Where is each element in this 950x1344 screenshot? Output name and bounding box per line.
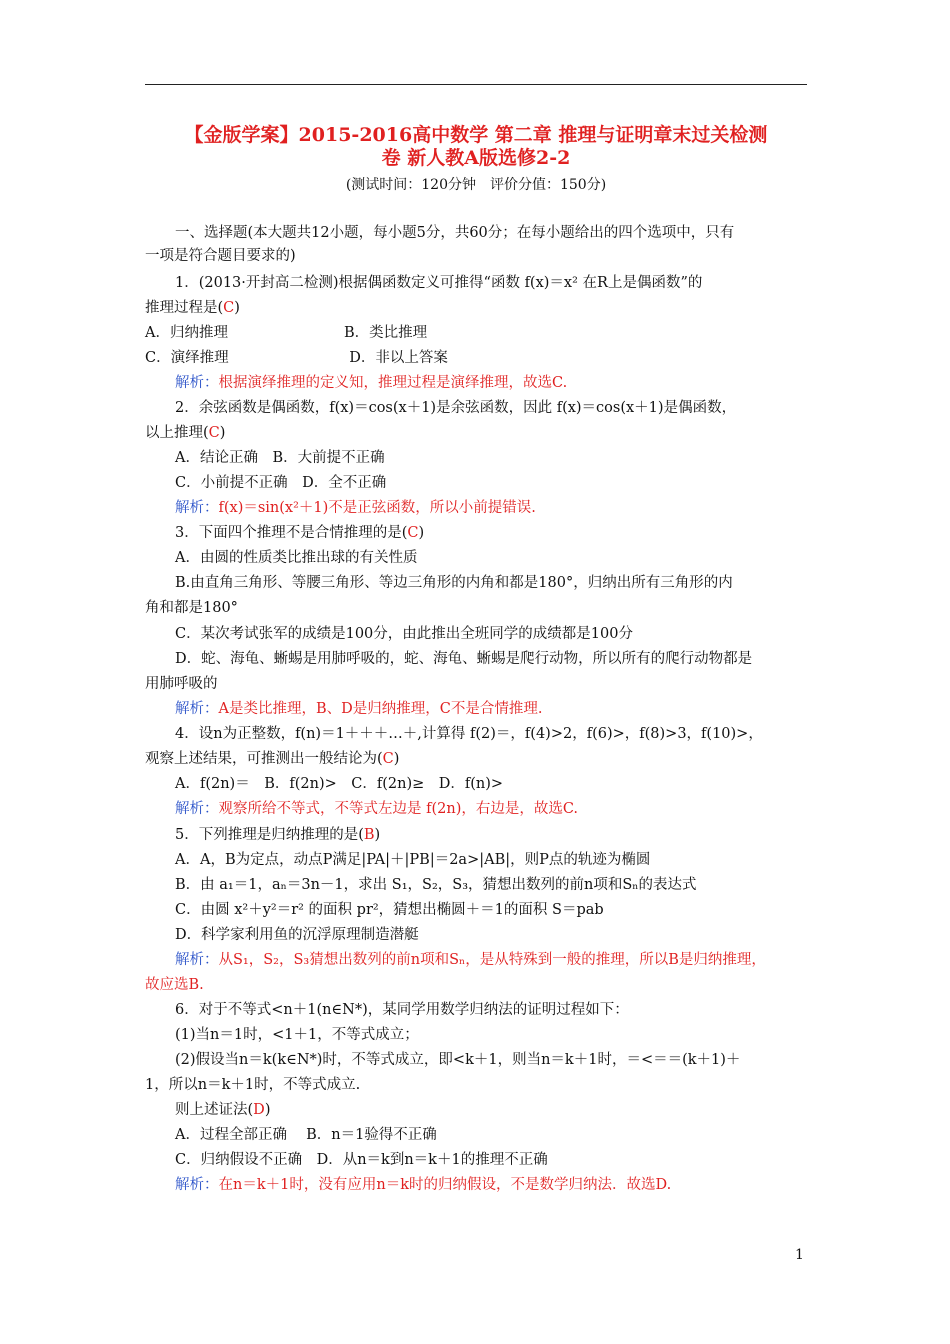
line-text: A．结论正确 B．大前提不正确 bbox=[175, 450, 385, 466]
text-line bbox=[145, 348, 810, 368]
text-line bbox=[145, 498, 810, 518]
text-line bbox=[145, 1125, 810, 1145]
text-line bbox=[145, 749, 810, 769]
line-text: 2．余弦函数是偶函数，f(x)＝cos(x＋1)是余弦函数，因此 f(x)＝cos(x＋1)是偶函数， bbox=[175, 400, 737, 416]
solution-text: 故应选B. bbox=[145, 977, 204, 993]
text-line bbox=[145, 925, 810, 945]
line-text: 4．设n为正整数，f(n)＝1＋＋＋…＋,计算得 f(2)＝，f(4)>2，f(6)>，f(8)>3，f(10)>， bbox=[175, 726, 763, 742]
text-line bbox=[145, 548, 810, 568]
line-text: 观察上述结果，可推测出一般结论为( bbox=[145, 751, 383, 767]
line-text: ) bbox=[264, 1102, 271, 1118]
line-text: 一、选择题(本大题共12小题，每小题5分，共60分；在每小题给出的四个选项中，只有 bbox=[175, 225, 735, 241]
line-text: (2)假设当n＝k(k∈N*)时，不等式成立，即<k＋1，则当n＝k＋1时，＝<＝＝(k＋1)＋ bbox=[175, 1052, 741, 1068]
line-text: 5．下列推理是归纳推理的是( bbox=[175, 827, 364, 843]
text-line bbox=[145, 398, 810, 418]
test-info: (测试时间：120分钟 评价分值：150分) bbox=[345, 177, 607, 193]
solution-text: 观察所给不等式，不等式左边是 f(2n)，右边是，故选C. bbox=[218, 801, 579, 817]
text-line bbox=[145, 850, 810, 870]
line-text: (1)当n＝1时，<1＋1，不等式成立； bbox=[175, 1027, 419, 1043]
text-line bbox=[145, 875, 810, 895]
line-text: 1，所以n＝k＋1时，不等式成立. bbox=[145, 1077, 361, 1093]
page-title: 【金版学案】2015-2016高中数学 第二章 推理与证明章末过关检测 bbox=[184, 124, 768, 146]
text-line bbox=[145, 774, 810, 794]
text-line bbox=[145, 799, 810, 819]
line-text: 3．下面四个推理不是合情推理的是( bbox=[175, 525, 408, 541]
header-rule bbox=[145, 84, 807, 85]
line-text: ) bbox=[393, 751, 400, 767]
line-text: C．归纳假设不正确 D．从n＝k到n＝k＋1的推理不正确 bbox=[175, 1152, 548, 1168]
text-line bbox=[145, 598, 810, 618]
line-text: 用肺呼吸的 bbox=[145, 676, 218, 692]
solution-label: 解析： bbox=[175, 801, 219, 817]
line-text: A．f(2n)＝ B．f(2n)> C．f(2n)≥ D．f(n)> bbox=[175, 776, 504, 792]
text-line bbox=[145, 448, 810, 468]
solution-text: 从S₁，S₂，S₃猜想出数列的前n项和Sₙ，是从特殊到一般的推理，所以B是归纳推理， bbox=[218, 952, 766, 968]
line-text: 推理过程是( bbox=[145, 300, 224, 316]
text-line bbox=[145, 423, 810, 443]
solution-label: 解析： bbox=[175, 500, 219, 516]
line-text: C．演绎推理 D．非以上答案 bbox=[145, 350, 448, 366]
text-line bbox=[145, 1025, 810, 1045]
text-line bbox=[145, 1100, 810, 1120]
answer-letter: C bbox=[208, 425, 220, 441]
line-text: ) bbox=[234, 300, 240, 316]
answer-letter: C bbox=[382, 751, 394, 767]
text-line bbox=[145, 223, 810, 243]
line-text: ) bbox=[418, 525, 425, 541]
answer-letter: B bbox=[363, 827, 375, 843]
text-line bbox=[145, 273, 810, 293]
line-text: A．归纳推理 B．类比推理 bbox=[145, 325, 428, 341]
line-text: A．A，B为定点，动点P满足|PA|＋|PB|＝2a>|AB|，则P点的轨迹为椭圆 bbox=[175, 852, 651, 868]
solution-label: 解析： bbox=[175, 375, 219, 391]
text-line bbox=[145, 573, 810, 593]
line-text: C．小前提不正确 D．全不正确 bbox=[175, 475, 387, 491]
solution-label: 解析： bbox=[175, 701, 219, 717]
text-line bbox=[145, 699, 810, 719]
text-line bbox=[145, 900, 810, 920]
line-text: A．由圆的性质类比推出球的有关性质 bbox=[175, 550, 418, 566]
line-text: 6．对于不等式<n＋1(n∈N*)，某同学用数学归纳法的证明过程如下： bbox=[175, 1002, 629, 1018]
line-text: B.由直角三角形、等腰三角形、等边三角形的内角和都是180°，归纳出所有三角形的内 bbox=[175, 575, 733, 591]
text-line bbox=[145, 649, 810, 669]
text-line bbox=[145, 1175, 810, 1195]
text-line bbox=[145, 473, 810, 493]
text-line bbox=[145, 1000, 810, 1020]
text-line bbox=[145, 323, 810, 343]
answer-letter: D bbox=[253, 1102, 265, 1118]
solution-text: f(x)＝sin(x²＋1)不是正弦函数，所以小前提错误. bbox=[218, 500, 536, 516]
line-text: D．蛇、海龟、蜥蜴是用肺呼吸的，蛇、海龟、蜥蜴是爬行动物，所以所有的爬行动物都是 bbox=[175, 651, 753, 667]
solution-text: 根据演绎推理的定义知，推理过程是演绎推理，故选C. bbox=[218, 375, 568, 391]
line-text: C．由圆 x²＋y²＝r² 的面积 pr²，猜想出椭圆＋＝1的面积 S＝pab bbox=[175, 902, 604, 918]
text-line bbox=[145, 825, 810, 845]
line-text: 以上推理( bbox=[145, 425, 209, 441]
page-title-continued: 卷 新人教A版选修2-2 bbox=[381, 147, 571, 169]
line-text: B．由 a₁＝1，aₙ＝3n－1，求出 S₁，S₂，S₃，猜想出数列的前n项和Sₙ的表达式 bbox=[175, 877, 697, 893]
answer-letter: C bbox=[407, 525, 419, 541]
line-text: D．科学家利用鱼的沉浮原理制造潜艇 bbox=[175, 927, 419, 943]
text-line bbox=[145, 724, 810, 744]
line-text: 1．(2013·开封高二检测)根据偶函数定义可推得“函数 f(x)＝x² 在R上是偶函数”的 bbox=[175, 275, 703, 291]
line-text: C．某次考试张军的成绩是100分，由此推出全班同学的成绩都是100分 bbox=[175, 626, 633, 642]
text-line bbox=[145, 1075, 810, 1095]
line-text: 则上述证法( bbox=[175, 1102, 254, 1118]
solution-text: 在n＝k＋1时，没有应用n＝k时的归纳假设，不是数学归纳法．故选D. bbox=[218, 1177, 672, 1193]
text-line bbox=[145, 950, 810, 970]
text-line bbox=[145, 523, 810, 543]
page-number: 1 bbox=[795, 1247, 804, 1263]
solution-label: 解析： bbox=[175, 1177, 219, 1193]
answer-letter: C bbox=[223, 300, 235, 316]
solution-text: A是类比推理，B、D是归纳推理，C不是合情推理. bbox=[218, 701, 543, 717]
text-line bbox=[145, 373, 810, 393]
text-line bbox=[145, 246, 810, 266]
line-text: ) bbox=[219, 425, 226, 441]
text-line bbox=[145, 1150, 810, 1170]
text-line bbox=[145, 1050, 810, 1070]
text-line bbox=[145, 624, 810, 644]
text-line bbox=[145, 975, 810, 995]
text-line bbox=[145, 298, 810, 318]
line-text: 角和都是180° bbox=[145, 600, 238, 616]
solution-label: 解析： bbox=[175, 952, 219, 968]
line-text: A．过程全部正确 B．n＝1验得不正确 bbox=[175, 1127, 437, 1143]
line-text: ) bbox=[374, 827, 381, 843]
text-line bbox=[145, 674, 810, 694]
line-text: 一项是符合题目要求的) bbox=[145, 248, 296, 264]
